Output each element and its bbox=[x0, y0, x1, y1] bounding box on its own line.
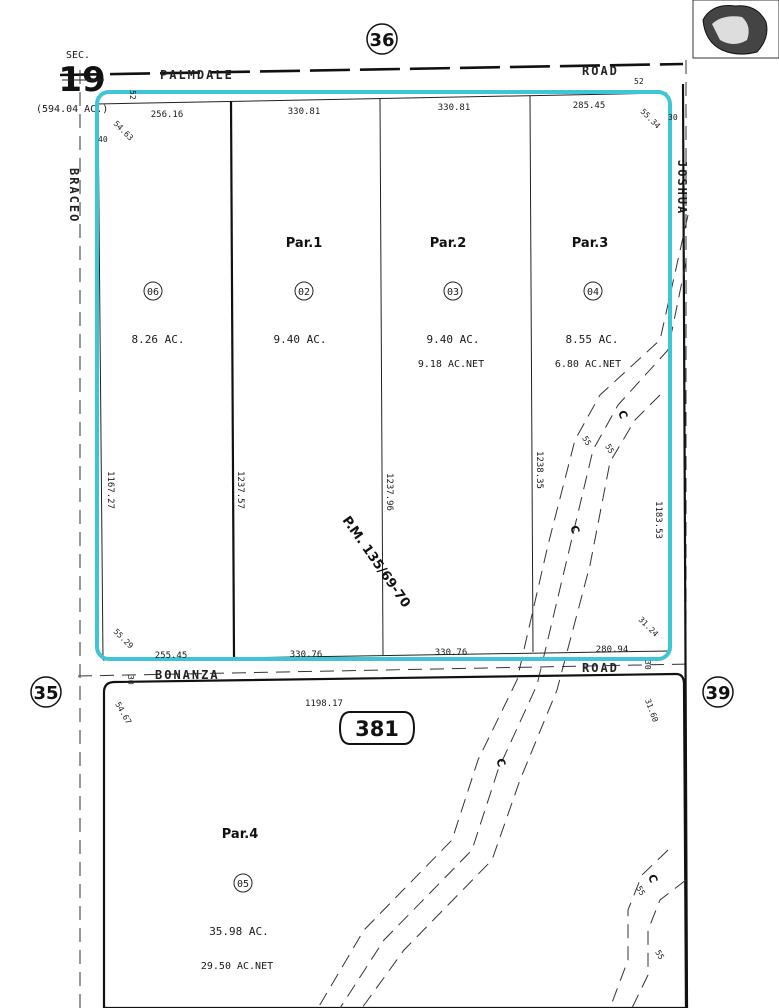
svg-text:Par.2: Par.2 bbox=[429, 236, 467, 251]
easement-labels bbox=[493, 409, 666, 962]
section-number: 19 bbox=[58, 60, 106, 100]
svg-text:35.98 AC.: 35.98 AC. bbox=[209, 925, 269, 938]
road-name-bonanza: BONANZA bbox=[155, 668, 220, 682]
svg-text:52: 52 bbox=[634, 77, 644, 86]
road-name-braceo: BRACEO bbox=[67, 168, 81, 224]
county-seal-inset bbox=[693, 0, 779, 58]
svg-text:Par.1: Par.1 bbox=[285, 236, 323, 251]
adjacent-page-right bbox=[703, 677, 733, 707]
svg-text:381: 381 bbox=[355, 717, 399, 741]
svg-text:29.50 AC.NET: 29.50 AC.NET bbox=[200, 961, 274, 972]
svg-text:30: 30 bbox=[126, 675, 135, 685]
svg-text:30: 30 bbox=[668, 113, 678, 122]
svg-text:55: 55 bbox=[634, 884, 647, 898]
svg-text:C: C bbox=[645, 872, 661, 885]
parcel-line-1 bbox=[231, 101, 234, 657]
road-name-palmdale: PALMDALE bbox=[160, 68, 234, 82]
svg-text:39: 39 bbox=[705, 683, 731, 704]
svg-text:04: 04 bbox=[586, 287, 600, 298]
parcel-03 bbox=[418, 236, 484, 370]
svg-text:C: C bbox=[493, 756, 509, 769]
svg-text:C: C bbox=[567, 523, 583, 536]
adjacent-page-top bbox=[367, 24, 397, 54]
parcel-05 bbox=[201, 827, 273, 972]
section-label: SEC. bbox=[66, 50, 91, 61]
svg-text:1237.57: 1237.57 bbox=[235, 471, 245, 509]
svg-text:9.40 AC.: 9.40 AC. bbox=[426, 333, 480, 346]
lower-block-top-dimension: 1198.17 bbox=[305, 699, 343, 709]
svg-text:8.26 AC.: 8.26 AC. bbox=[131, 333, 185, 346]
svg-text:55.29: 55.29 bbox=[111, 627, 135, 651]
svg-text:255.45: 255.45 bbox=[154, 651, 188, 661]
svg-text:31.24: 31.24 bbox=[636, 615, 660, 639]
svg-text:55: 55 bbox=[580, 434, 593, 448]
svg-text:1183.53: 1183.53 bbox=[653, 501, 663, 539]
parcel-map-reference: P.M. 135/69-70 bbox=[338, 513, 413, 611]
parcel-04 bbox=[555, 236, 621, 370]
parcel-02 bbox=[274, 236, 327, 346]
svg-text:330.76: 330.76 bbox=[289, 650, 323, 660]
svg-text:Par.3: Par.3 bbox=[571, 236, 609, 251]
top-dimensions bbox=[151, 101, 606, 120]
svg-text:03: 03 bbox=[446, 287, 460, 298]
road-name-palmdale-road: ROAD bbox=[582, 64, 619, 78]
corner-dimensions bbox=[98, 77, 678, 726]
svg-text:02: 02 bbox=[297, 287, 311, 298]
svg-text:05: 05 bbox=[236, 879, 250, 890]
easement-corridor bbox=[318, 215, 688, 1008]
svg-text:9.18 AC.NET: 9.18 AC.NET bbox=[417, 359, 485, 370]
svg-text:9.40 AC.: 9.40 AC. bbox=[273, 333, 327, 346]
section-acreage: (594.04 AC.) bbox=[36, 104, 109, 115]
svg-text:35: 35 bbox=[33, 683, 59, 704]
road-name-bonanza-road: ROAD bbox=[582, 661, 619, 675]
svg-text:285.45: 285.45 bbox=[572, 101, 606, 111]
svg-text:C: C bbox=[615, 408, 631, 421]
svg-text:55.34: 55.34 bbox=[638, 107, 662, 131]
svg-text:330.81: 330.81 bbox=[437, 103, 471, 113]
svg-text:256.16: 256.16 bbox=[150, 110, 184, 120]
svg-text:Par.4: Par.4 bbox=[221, 827, 259, 842]
svg-text:330.81: 330.81 bbox=[287, 107, 321, 117]
svg-text:36: 36 bbox=[369, 30, 395, 51]
svg-text:1238.35: 1238.35 bbox=[534, 451, 544, 489]
svg-text:8.55 AC.: 8.55 AC. bbox=[565, 333, 619, 346]
svg-text:31.60: 31.60 bbox=[643, 697, 660, 724]
book-page-badge bbox=[340, 712, 414, 744]
svg-text:330.76: 330.76 bbox=[434, 648, 468, 658]
svg-text:54.67: 54.67 bbox=[113, 700, 134, 726]
svg-text:06: 06 bbox=[146, 287, 160, 298]
parcel-06 bbox=[132, 282, 185, 346]
svg-text:6.80 AC.NET: 6.80 AC.NET bbox=[554, 359, 622, 370]
svg-text:54.63: 54.63 bbox=[111, 119, 135, 143]
road-name-joshua: JOSHUA bbox=[675, 160, 689, 216]
parcel-line-3 bbox=[530, 96, 533, 652]
svg-text:280.94: 280.94 bbox=[595, 645, 629, 655]
svg-text:30: 30 bbox=[643, 660, 652, 670]
svg-text:55: 55 bbox=[603, 442, 616, 456]
svg-text:52: 52 bbox=[128, 90, 137, 100]
adjacent-page-left bbox=[31, 677, 61, 707]
svg-text:40: 40 bbox=[98, 135, 108, 144]
svg-text:1237.96: 1237.96 bbox=[384, 473, 394, 511]
svg-text:1167.27: 1167.27 bbox=[105, 471, 115, 509]
svg-text:55: 55 bbox=[653, 948, 666, 962]
